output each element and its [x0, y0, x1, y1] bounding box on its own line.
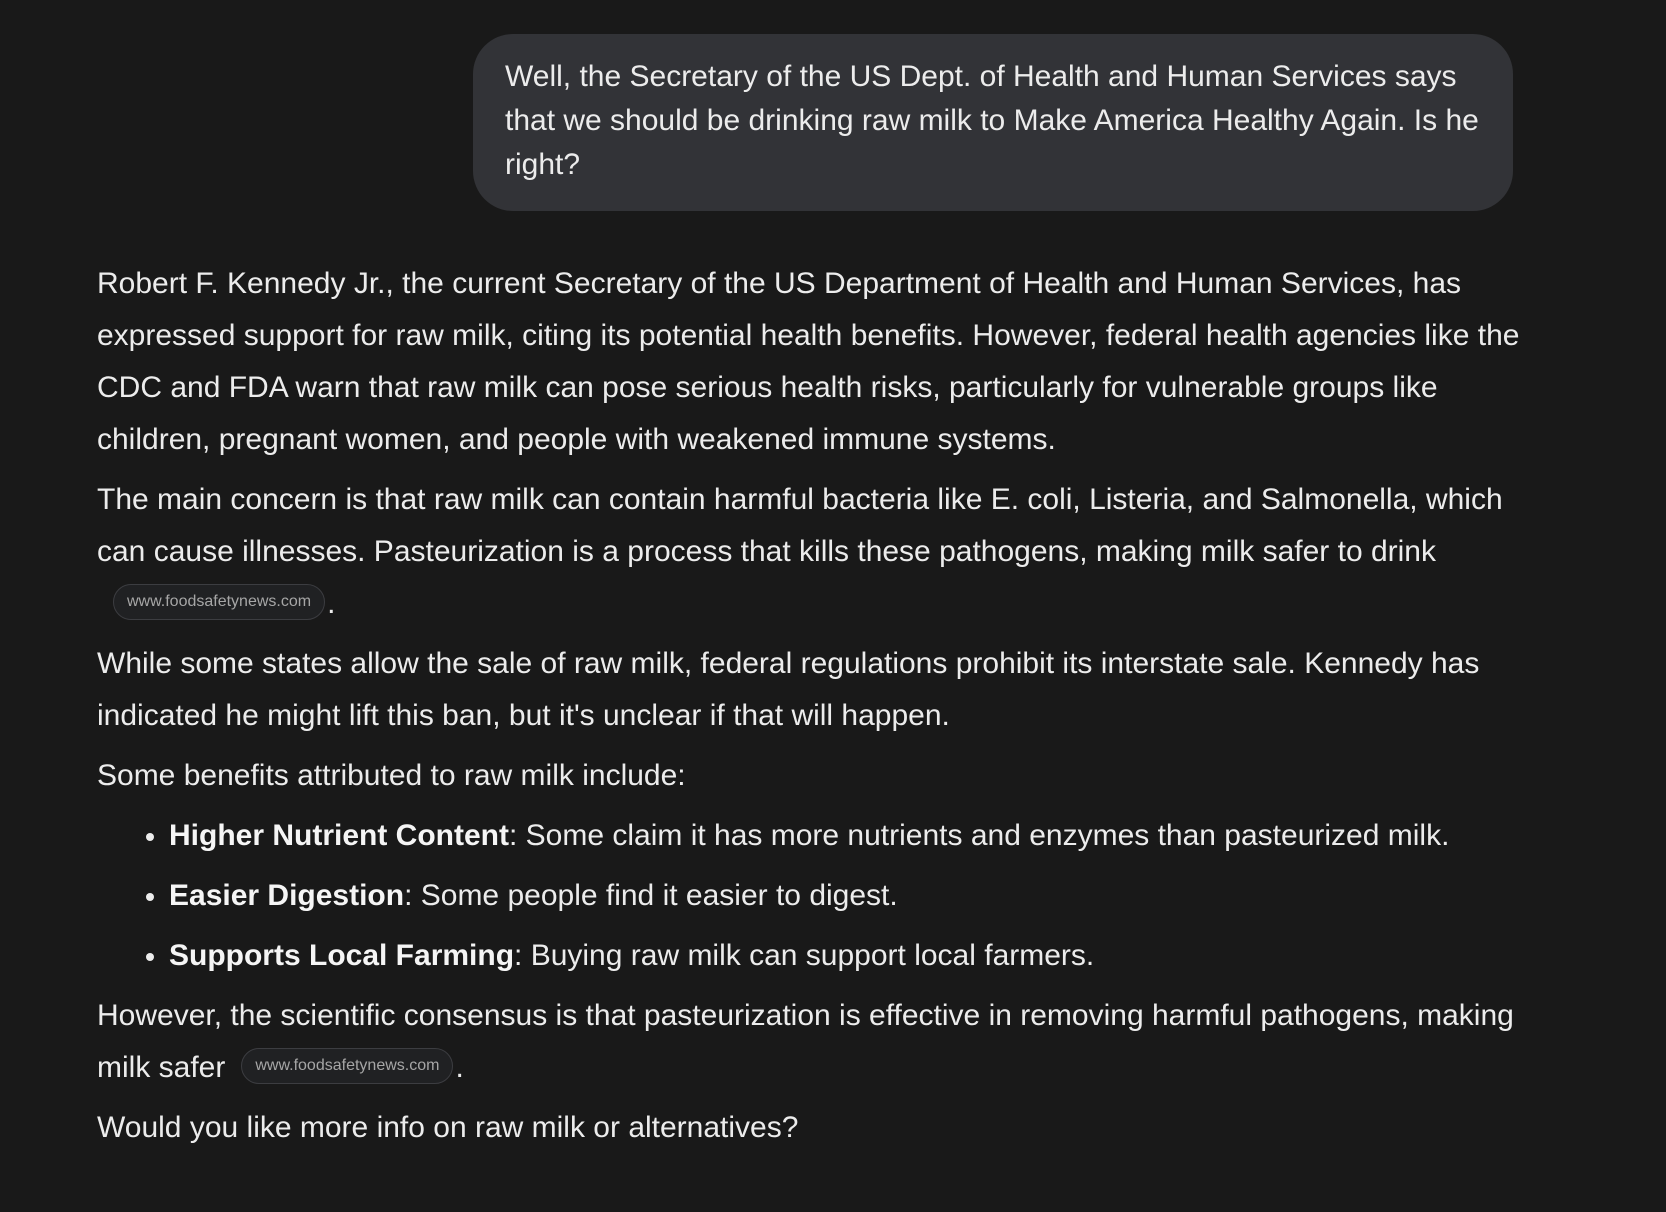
- benefit-text: : Buying raw milk can support local farmers.: [514, 939, 1095, 972]
- response-paragraph-3: While some states allow the sale of raw milk, federal regulations prohibit its interstate sale. Kennedy has indicated he might lift this ban, but it's unclear if that will happen.: [97, 647, 1480, 732]
- response-paragraph-2: The main concern is that raw milk can contain harmful bacteria like E. coli, Listeria, and Salmonella, which can cause illnesses. Pasteurization is a process that kills these pathogens, making milk safer to drinkwww.foodsafetynews.com .: [97, 483, 1503, 620]
- source-chip-foodsafetynews[interactable]: www.foodsafetynews.com: [113, 584, 325, 620]
- response-paragraph-5-text: However, the scientific consensus is that pasteurization is effective in removing harmful pathogens, making milk safer: [97, 999, 1514, 1084]
- benefit-title: Easier Digestion: [169, 879, 405, 912]
- benefit-text: : Some people find it easier to digest.: [404, 879, 898, 912]
- list-item: [169, 810, 1537, 862]
- list-item: [169, 930, 1537, 982]
- response-paragraph-6: Would you like more info on raw milk or alternatives?: [97, 1111, 799, 1144]
- source-chip-foodsafetynews[interactable]: www.foodsafetynews.com: [241, 1048, 453, 1084]
- benefit-title: Supports Local Farming: [169, 939, 515, 972]
- response-paragraph-2-text: The main concern is that raw milk can contain harmful bacteria like E. coli, Listeria, and Salmonella, which can cause illnesses. Pasteurization is a process that kills these pathogens, making milk safer to drink: [97, 483, 1503, 568]
- response-paragraph-1: Robert F. Kennedy Jr., the current Secretary of the US Department of Health and Human Services, has expressed support for raw milk, citing its potential health benefits. However, federal health agencies like the CDC and FDA warn that raw milk can pose serious health risks, particularly for vulnerable groups like children, pregnant women, and people with weakened immune systems.: [97, 267, 1520, 456]
- benefit-text: : Some claim it has more nutrients and enzymes than pasteurized milk.: [508, 819, 1450, 852]
- response-paragraph-5: However, the scientific consensus is that pasteurization is effective in removing harmful pathogens, making milk safer www.foodsafetynews.com .: [97, 999, 1514, 1084]
- benefits-list: [97, 810, 1537, 982]
- list-item: [169, 870, 1537, 922]
- user-message-bubble: [473, 34, 1513, 211]
- user-message-text: Well, the Secretary of the US Dept. of Health and Human Services says that we should be drinking raw milk to Make America Healthy Again. Is he right?: [505, 60, 1479, 181]
- assistant-response: [97, 258, 1537, 1162]
- benefit-title: Higher Nutrient Content: [169, 819, 509, 852]
- response-paragraph-4: Some benefits attributed to raw milk include:: [97, 759, 686, 792]
